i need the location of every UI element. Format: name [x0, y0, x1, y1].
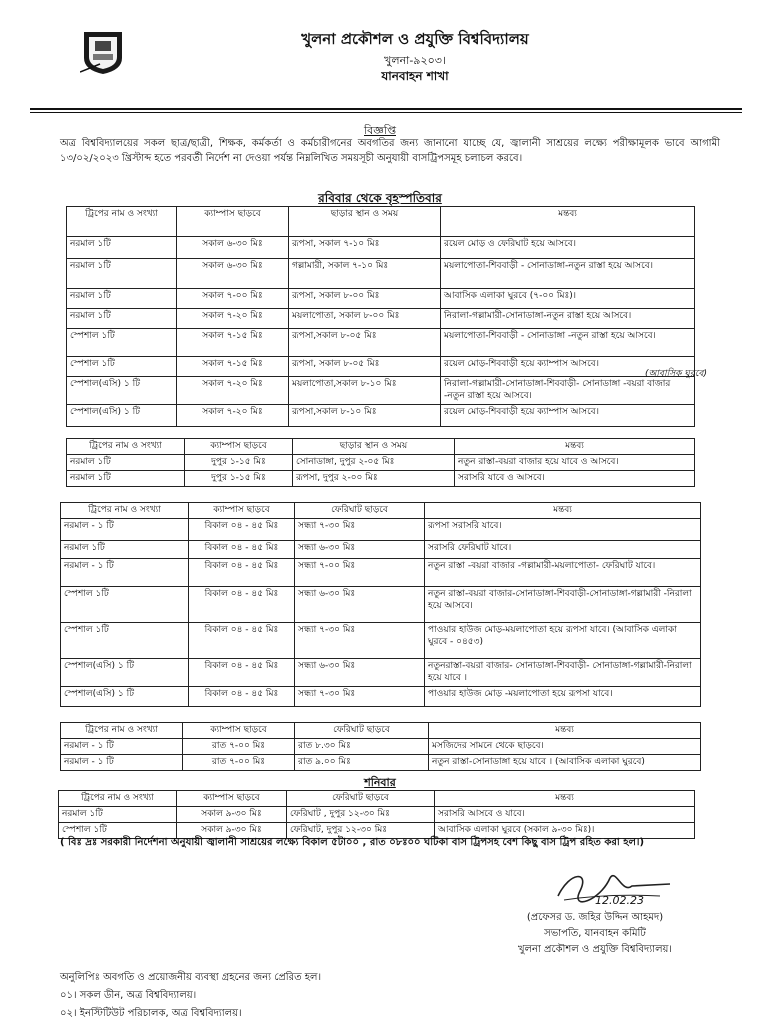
- table-row: [67, 259, 695, 289]
- col-header: ক্যাম্পাস ছাড়বে: [177, 791, 287, 807]
- campus-time-cell: বিকাল ০৪ - ৪৫ মিঃ: [189, 687, 295, 707]
- departure-cell: রূপসা,সকাল ৮-১০ মিঃ: [289, 405, 441, 427]
- campus-time-cell: বিকাল ০৪ - ৪৫ মিঃ: [189, 519, 295, 541]
- handwritten-margin-note: (আবাসিক ঘুরবে): [645, 369, 707, 379]
- trip-cell: স্পেশাল ১টি: [61, 587, 189, 623]
- university-seal-icon: [80, 28, 126, 76]
- campus-time-cell: বিকাল ০৪ - ৪৫ মিঃ: [189, 559, 295, 587]
- table-row: [61, 755, 701, 771]
- trip-cell: স্পেশাল ১টি: [59, 823, 177, 839]
- table-row: [61, 541, 701, 559]
- trip-cell: নরমাল ১টি: [67, 455, 185, 471]
- table-row: [61, 687, 701, 707]
- city-line: খুলনা-৯২০৩।: [384, 54, 446, 67]
- remarks-cell: নতুন রাস্তা -বয়রা বাজার -গল্লামারী-ময়লাপোতা- ফেরিঘাট যাবে।: [425, 559, 701, 587]
- trip-cell: স্পেশাল ১টি: [67, 329, 177, 357]
- col-header: ট্রিপের নাম ও সংখ্যা: [61, 723, 183, 739]
- table-row: [67, 377, 695, 405]
- campus-time-cell: দুপুর ১-১৫ মিঃ: [185, 455, 293, 471]
- notice-body: অত্র বিশ্ববিদ্যালয়ের সকল ছাত্র/ছাত্রী, শিক্ষক, কর্মকর্তা ও কর্মচারীগনের অবগতির জন্য জানানো যাচ্ছে যে, জ্বালানী সাশ্রয়ের লক্ষ্যে পরীক্ষামূলক ভাবে আগামী ১৩/০২/২০২৩ খ্রিস্টাব্দ হতে পরবর্তী নির্দেশ না দেওয়া পর্যন্ত নিম্নলিখিত সময়সূচী অনুযায়ী বাসট্রিপসমূহ চলাচল করবে।: [60, 138, 720, 164]
- col-header: মন্তব্য: [425, 503, 701, 519]
- trip-cell: নরমাল ১টি: [59, 807, 177, 823]
- remarks-cell: ময়লাপোতা-শিববাড়ী - সোনাডাঙ্গা -নতুন রাস্তা হয়ে আসবে।: [441, 329, 695, 357]
- trip-cell: স্পেশাল ১টি: [61, 623, 189, 659]
- campus-time-cell: বিকাল ০৪ - ৪৫ মিঃ: [189, 541, 295, 559]
- table-row: [67, 329, 695, 357]
- remarks-cell: নিরালা-গল্লামারী-সোনাডাঙ্গা-নতুন রাস্তা হয়ে আসবে।: [441, 309, 695, 329]
- ferryghat-time-cell: সন্ধ্যা ৭-৩০ মিঃ: [295, 687, 425, 707]
- departure-cell: ময়লাপোতা,সকাল ৮-১০ মিঃ: [289, 377, 441, 405]
- col-header: ফেরিঘাট ছাড়বে: [295, 503, 425, 519]
- remarks-cell: নিরালা-গল্লামারী-সোনাডাঙ্গা-শিববাড়ী- সোনাডাঙ্গা -বয়রা বাজার -নতুন রাস্তা হয়ে আসবে।: [441, 377, 695, 405]
- table-row: [61, 587, 701, 623]
- trip-cell: নরমাল - ১ টি: [61, 739, 183, 755]
- col-header: ট্রিপের নাম ও সংখ্যা: [67, 207, 177, 237]
- signatory-org: খুলনা প্রকৌশল ও প্রযুক্তি বিশ্ববিদ্যালয়।: [517, 944, 672, 955]
- copy-recipient: ০১। সকল ডীন, অত্র বিশ্ববিদ্যালয়।: [60, 990, 197, 1001]
- departure-cell: রূপসা, সকাল ৭-১০ মিঃ: [289, 237, 441, 259]
- ferryghat-time-cell: সন্ধ্যা ৭-০০ মিঃ: [295, 559, 425, 587]
- trip-cell: নরমাল ১টি: [67, 289, 177, 309]
- remarks-cell: আবাসিক এলাকা ঘুরবে (সকাল ৯-৩০ মিঃ)।: [435, 823, 695, 839]
- table-row: [59, 807, 695, 823]
- table-row: [67, 455, 695, 471]
- campus-time-cell: সকাল ৭-১৫ মিঃ: [177, 329, 289, 357]
- campus-time-cell: বিকাল ০৪ - ৪৫ মিঃ: [189, 623, 295, 659]
- campus-time-cell: রাত ৭-০০ মিঃ: [183, 739, 295, 755]
- col-header: ক্যাম্পাস ছাড়বে: [177, 207, 289, 237]
- ferryghat-time-cell: রাত ৮.৩০ মিঃ: [295, 739, 429, 755]
- table-row: [67, 309, 695, 329]
- table-row: [61, 739, 701, 755]
- campus-time-cell: বিকাল ০৪ - ৪৫ মিঃ: [189, 587, 295, 623]
- remarks-cell: নতুনরাস্তা-বয়রা বাজার- সোনাডাঙ্গা-শিববাড়ী- সোনাডাঙ্গা-গল্লামারী-নিরালা হয়ে যাবে ।: [425, 659, 701, 687]
- col-header: ছাড়ার স্থান ও সময়: [289, 207, 441, 237]
- trip-cell: স্পেশাল(এসি) ১ টি: [67, 377, 177, 405]
- trip-cell: নরমাল - ১ টি: [61, 755, 183, 771]
- remarks-cell: রয়েল মোড়-শিববাড়ী হয়ে ক্যাম্পাস আসবে।: [441, 357, 695, 377]
- trip-cell: স্পেশাল(এসি) ১ টি: [61, 659, 189, 687]
- table-row: [61, 623, 701, 659]
- departure-cell: রূপসা, সকাল ৮-০৫ মিঃ: [289, 357, 441, 377]
- trip-cell: নরমাল ১টি: [67, 259, 177, 289]
- trip-cell: নরমাল ১টি: [61, 541, 189, 559]
- campus-time-cell: রাত ৭-০০ মিঃ: [183, 755, 295, 771]
- copy-recipient: ০২। ইনস্টিটিউট পরিচালক, অত্র বিশ্ববিদ্যালয়।: [60, 1008, 242, 1019]
- remarks-cell: সরাসরি ফেরিঘাট যাবে।: [425, 541, 701, 559]
- departure-cell: রূপসা,সকাল ৮-০৫ মিঃ: [289, 329, 441, 357]
- ferryghat-time-cell: সন্ধ্যা ৭-৩০ মিঃ: [295, 519, 425, 541]
- remarks-cell: পাওয়ার হাউজ মোড়-ময়লাপোতা হয়ে রূপসা যাবে। (আবাসিক এলাকা ঘুরবে - ০৪৫৩): [425, 623, 701, 659]
- remarks-cell: নতুন রাস্তা-বয়রা বাজার-সোনাডাঙ্গা-শিববাড়ী-সোনাডাঙ্গা-গল্লামারী -নিরালা হয়ে আসবে।: [425, 587, 701, 623]
- university-name: খুলনা প্রকৌশল ও প্রযুক্তি বিশ্ববিদ্যালয়: [301, 30, 529, 48]
- campus-time-cell: দুপুর ১-১৫ মিঃ: [185, 471, 293, 487]
- departure-cell: গল্লামারী, সকাল ৭-১০ মিঃ: [289, 259, 441, 289]
- ferryghat-time-cell: ফেরিঘাট , দুপুর ১২-৩০ মিঃ: [287, 807, 435, 823]
- header-rule-thin: [30, 112, 742, 113]
- ferryghat-time-cell: সন্ধ্যা ৬-৩০ মিঃ: [295, 659, 425, 687]
- remarks-cell: মসজিদের সামনে থেকে ছাড়বে।: [429, 739, 701, 755]
- col-header: ছাড়ার স্থান ও সময়: [293, 439, 455, 455]
- schedule-table-noon: [66, 438, 695, 487]
- col-header: ট্রিপের নাম ও সংখ্যা: [61, 503, 189, 519]
- signature-date: 12.02.23: [595, 894, 644, 907]
- trip-cell: নরমাল - ১ টি: [61, 559, 189, 587]
- schedule-table-morning: [66, 206, 695, 427]
- remarks-cell: আবাসিক এলাকা ঘুরবে (৭-০০ মিঃ)।: [441, 289, 695, 309]
- col-header: মন্তব্য: [455, 439, 695, 455]
- campus-time-cell: সকাল ৬-৩০ মিঃ: [177, 237, 289, 259]
- footnote: ( বিঃ দ্রঃ সরকারী নির্দেশনা অনুযায়ী জ্বালানী সাশ্রয়ের লক্ষ্যে বিকাল ৫টা০০ , রাত ০৮ঃ০০ ঘটিকা বাস ট্রিপসহ বেশ কিছু বাস ট্রিপ রহিত করা হল।): [60, 837, 645, 848]
- trip-cell: নরমাল ১টি: [67, 237, 177, 259]
- notice-title: বিজ্ঞপ্তি: [364, 124, 396, 137]
- col-header: ট্রিপের নাম ও সংখ্যা: [67, 439, 185, 455]
- table-row: [67, 405, 695, 427]
- campus-time-cell: সকাল ৯-৩০ মিঃ: [177, 823, 287, 839]
- table-row: [67, 289, 695, 309]
- table-row: [67, 357, 695, 377]
- campus-time-cell: সকাল ৭-২০ মিঃ: [177, 377, 289, 405]
- col-header: মন্তব্য: [429, 723, 701, 739]
- ferryghat-time-cell: ফেরিঘাট, দুপুর ১২-৩০ মিঃ: [287, 823, 435, 839]
- ferryghat-time-cell: সন্ধ্যা ৭-৩০ মিঃ: [295, 623, 425, 659]
- schedule-table-night: [60, 722, 701, 771]
- col-header: মন্তব্য: [441, 207, 695, 237]
- department-name: যানবাহন শাখা: [381, 69, 449, 83]
- campus-time-cell: সকাল ৭-১৫ মিঃ: [177, 357, 289, 377]
- campus-time-cell: সকাল ৭-২০ মিঃ: [177, 405, 289, 427]
- campus-time-cell: সকাল ৭-২০ মিঃ: [177, 309, 289, 329]
- remarks-cell: পাওয়ার হাউজ মোড় -ময়লাপোতা হয়ে রূপসা যাবে।: [425, 687, 701, 707]
- ferryghat-time-cell: সন্ধ্যা ৬-৩০ মিঃ: [295, 587, 425, 623]
- schedule-table-afternoon: [60, 502, 701, 707]
- departure-cell: ময়লাপোতা, সকাল ৮-০০ মিঃ: [289, 309, 441, 329]
- ferryghat-time-cell: সন্ধ্যা ৬-৩০ মিঃ: [295, 541, 425, 559]
- remarks-cell: নতুন রাস্তা-সোনাডাঙ্গা হয়ে যাবে । (আবাসিক এলাকা ঘুরবে): [429, 755, 701, 771]
- col-header: ক্যাম্পাস ছাড়বে: [185, 439, 293, 455]
- table-row: [67, 471, 695, 487]
- campus-time-cell: সকাল ৬-৩০ মিঃ: [177, 259, 289, 289]
- table-row: [67, 237, 695, 259]
- departure-cell: রূপসা, দুপুর ২-০০ মিঃ: [293, 471, 455, 487]
- header-rule: [30, 108, 742, 110]
- trip-cell: স্পেশাল(এসি) ১ টি: [61, 687, 189, 707]
- trip-cell: স্পেশাল ১টি: [67, 357, 177, 377]
- trip-cell: নরমাল ১টি: [67, 309, 177, 329]
- col-header: ট্রিপের নাম ও সংখ্যা: [59, 791, 177, 807]
- col-header: ফেরিঘাট ছাড়বে: [295, 723, 429, 739]
- section-title-saturday: শনিবার: [364, 776, 396, 789]
- copy-heading: অনুলিপিঃ অবগতি ও প্রয়োজনীয় ব্যবস্থা গ্রহনের জন্য প্রেরিত হল।: [60, 972, 322, 983]
- trip-cell: নরমাল - ১ টি: [61, 519, 189, 541]
- signatory-title: সভাপতি, যানবাহন কমিটি: [544, 928, 646, 939]
- departure-cell: সোনাডাঙ্গা, দুপুর ২-০৫ মিঃ: [293, 455, 455, 471]
- remarks-cell: রয়েল মোড়-শিববাড়ী হয়ে ক্যাম্পাস আসবে।: [441, 405, 695, 427]
- col-header: ফেরিঘাট ছাড়বে: [287, 791, 435, 807]
- campus-time-cell: সকাল ৭-০০ মিঃ: [177, 289, 289, 309]
- trip-cell: স্পেশাল(এসি) ১ টি: [67, 405, 177, 427]
- campus-time-cell: বিকাল ০৪ - ৪৫ মিঃ: [189, 659, 295, 687]
- table-row: [61, 559, 701, 587]
- section-title-weekdays: রবিবার থেকে বৃহস্পতিবার: [318, 191, 442, 205]
- table-row: [61, 659, 701, 687]
- trip-cell: নরমাল ১টি: [67, 471, 185, 487]
- remarks-cell: ময়লাপোতা-শিববাড়ী - সোনাডাঙ্গা-নতুন রাস্তা হয়ে আসবে।: [441, 259, 695, 289]
- remarks-cell: সরাসরি আসবে ও যাবে।: [435, 807, 695, 823]
- remarks-cell: রয়েল মোড় ও ফেরিঘাট হয়ে আসবে।: [441, 237, 695, 259]
- campus-time-cell: সকাল ৯-৩০ মিঃ: [177, 807, 287, 823]
- remarks-cell: রূপসা সরাসরি যাবে।: [425, 519, 701, 541]
- signatory-name: (প্রফেসর ড. জহির উদ্দিন আহমদ): [526, 912, 664, 923]
- remarks-cell: সরাসরি যাবে ও আসবে।: [455, 471, 695, 487]
- ferryghat-time-cell: রাত ৯.০০ মিঃ: [295, 755, 429, 771]
- departure-cell: রূপসা, সকাল ৮-০০ মিঃ: [289, 289, 441, 309]
- table-row: [61, 519, 701, 541]
- schedule-table-saturday: [58, 790, 695, 839]
- col-header: ক্যাম্পাস ছাড়বে: [183, 723, 295, 739]
- col-header: ক্যাম্পাস ছাড়বে: [189, 503, 295, 519]
- remarks-cell: নতুন রাস্তা-বয়রা বাজার হয়ে যাবে ও আসবে।: [455, 455, 695, 471]
- col-header: মন্তব্য: [435, 791, 695, 807]
